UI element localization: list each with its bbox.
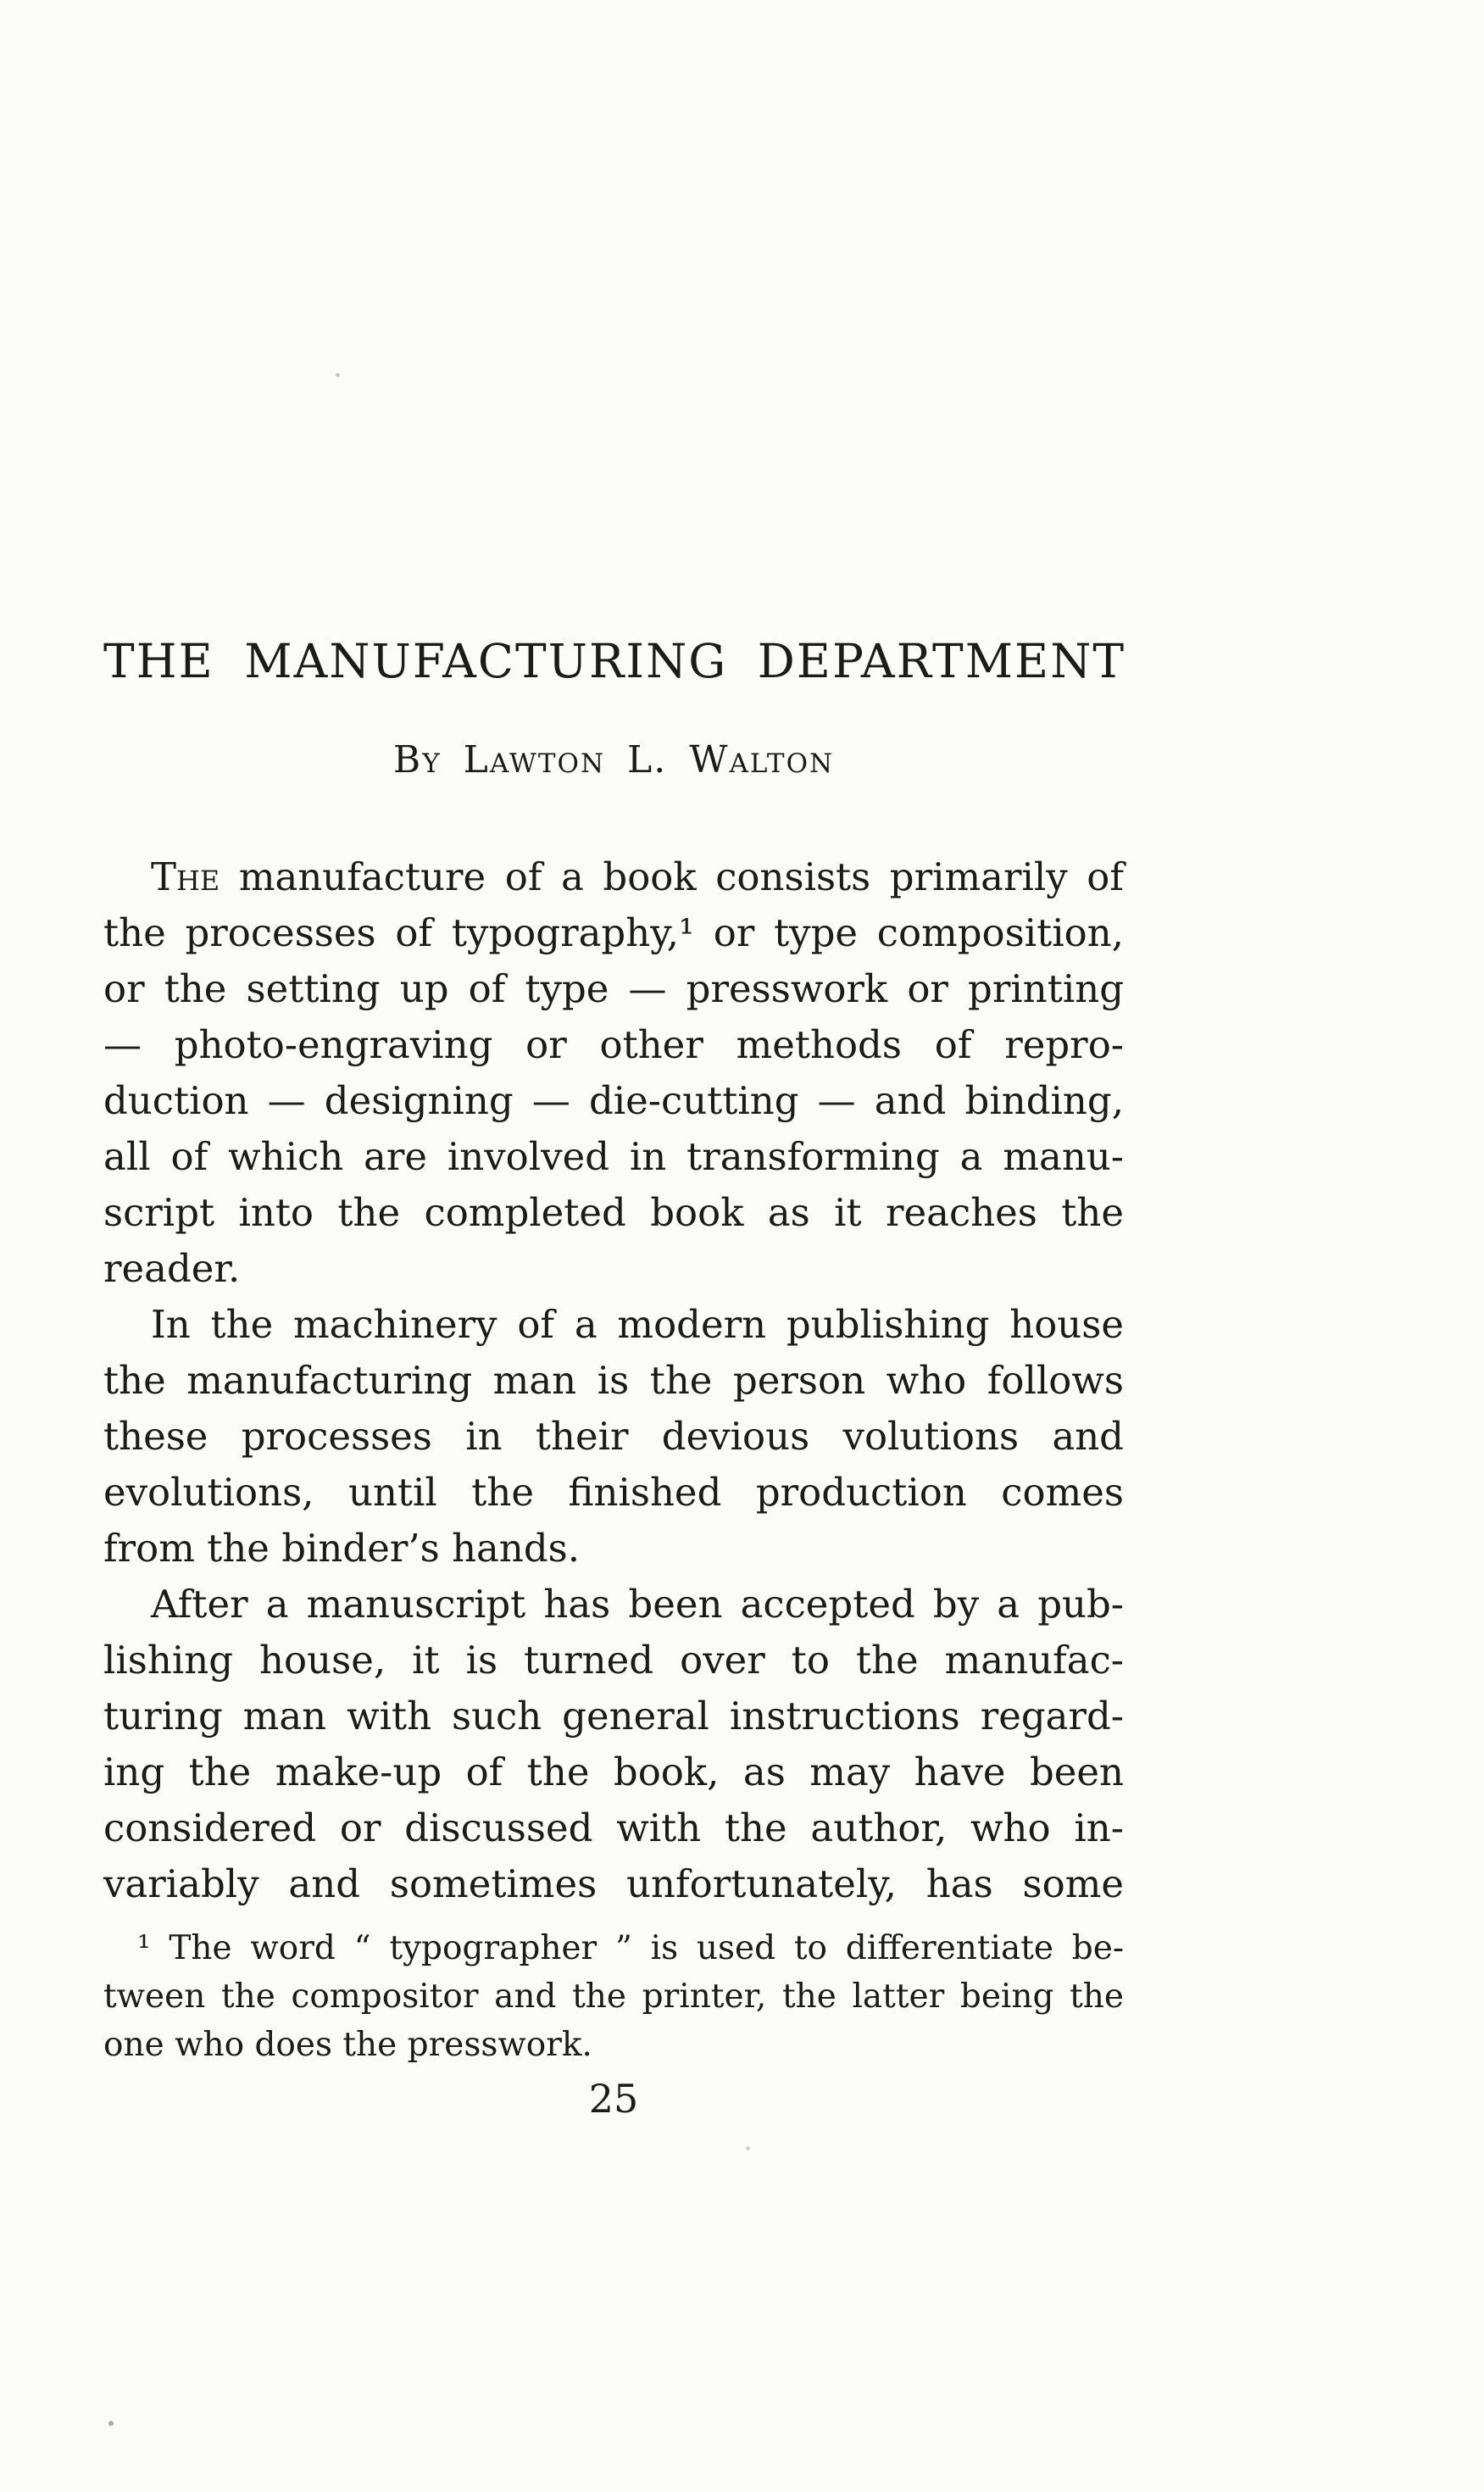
text-line: After a manuscript has been accepted by a pub- bbox=[151, 1582, 1124, 1627]
text-line: these processes in their devious volutions and bbox=[103, 1414, 1124, 1459]
text-line: or the setting up of type — presswork or printing bbox=[103, 966, 1124, 1011]
text-line: variably and sometimes unfortunately, has some bbox=[103, 1861, 1124, 1906]
text-line: from the binder’s hands. bbox=[103, 1526, 581, 1571]
text-line: tween the compositor and the printer, the latter being the bbox=[103, 1977, 1124, 2016]
paragraph-1 bbox=[103, 849, 1124, 1297]
text-line: evolutions, until the finished production comes bbox=[103, 1470, 1124, 1515]
text-line: the manufacturing man is the person who follows bbox=[103, 1358, 1124, 1403]
text-line: all of which are involved in transforming a manu- bbox=[103, 1134, 1124, 1179]
text-line: — photo-engraving or other methods of repro- bbox=[103, 1022, 1124, 1067]
first-line-rest: manufacture of a book consists primarily of bbox=[220, 854, 1124, 899]
page-number: 25 bbox=[588, 2076, 639, 2122]
text-line: duction — designing — die-cutting — and binding, bbox=[103, 1078, 1124, 1123]
text-line bbox=[103, 849, 1124, 905]
text-line: In the machinery of a modern publishing house bbox=[151, 1302, 1124, 1347]
text-line: ing the make-up of the book, as may have been bbox=[103, 1749, 1124, 1794]
text-line: considered or discussed with the author, who in- bbox=[103, 1805, 1124, 1850]
paragraph-3 bbox=[103, 1577, 1124, 1912]
text-line: turing man with such general instructions regard- bbox=[103, 1694, 1124, 1738]
author-byline: By Lawton L. Walton bbox=[392, 738, 835, 782]
text-line: lishing house, it is turned over to the manufac- bbox=[103, 1638, 1124, 1683]
paragraph-2 bbox=[103, 1297, 1124, 1577]
footnote bbox=[103, 1924, 1124, 2069]
chapter-title: THE MANUFACTURING DEPARTMENT bbox=[103, 634, 1126, 688]
scan-speck bbox=[108, 2421, 114, 2426]
paragraph-1-lines bbox=[103, 905, 1124, 1297]
text-line: one who does the presswork. bbox=[103, 2026, 592, 2064]
text-line: script into the completed book as it reaches the bbox=[103, 1190, 1124, 1235]
scan-speck bbox=[336, 373, 340, 377]
text-line: ¹ The word “ typographer ” is used to differentiate be- bbox=[137, 1929, 1124, 1967]
text-line: the processes of typography,¹ or type composition, bbox=[103, 910, 1124, 955]
lead-word-smallcaps: The bbox=[151, 854, 220, 899]
page-content bbox=[103, 634, 1124, 2122]
text-line: reader. bbox=[103, 1246, 241, 1291]
body-text bbox=[103, 849, 1124, 1912]
scan-speck bbox=[746, 2146, 750, 2150]
